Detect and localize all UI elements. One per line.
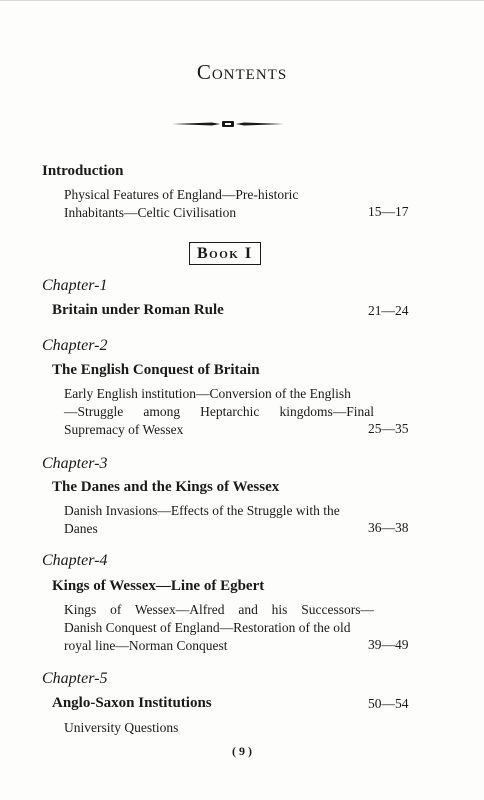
chapter-line: University Questions — [64, 720, 179, 735]
book-heading: Book I — [189, 242, 261, 265]
page-number: ( 9 ) — [232, 744, 252, 758]
chapter-label: Chapter-5 — [42, 670, 108, 687]
chapter-title: Anglo-Saxon Institutions — [52, 695, 212, 711]
chapter-line: —Struggle among Heptarchic kingdoms—Final — [64, 404, 374, 419]
chapter-line: Danes — [64, 521, 98, 536]
introduction-pages: 15—17 — [368, 204, 409, 219]
chapter-line: Supremacy of Wessex — [64, 422, 184, 437]
chapter-description — [64, 385, 374, 439]
introduction-line: Physical Features of England—Pre-historic — [64, 187, 299, 202]
chapter-pages: 39—49 — [368, 637, 409, 652]
chapter-title: The Danes and the Kings of Wessex — [52, 479, 280, 495]
chapter-label: Chapter-3 — [42, 455, 108, 472]
chapter-description — [64, 502, 374, 538]
chapter-line: Kings of Wessex—Alfred and his Successors— — [64, 602, 374, 617]
introduction-heading: Introduction — [42, 163, 124, 179]
chapter-title: Kings of Wessex—Line of Egbert — [52, 578, 265, 594]
chapter-line: Danish Conquest of England—Restoration of the old — [64, 620, 351, 635]
page-title: Contents — [196, 60, 288, 84]
chapter-title: The English Conquest of Britain — [52, 362, 260, 378]
ornament-divider-icon — [172, 118, 284, 130]
chapter-title: Britain under Roman Rule — [52, 302, 224, 318]
chapter-label: Chapter-1 — [42, 277, 108, 294]
chapter-line: Danish Invasions—Effects of the Struggle with the — [64, 503, 340, 518]
chapter-label: Chapter-2 — [42, 337, 108, 354]
chapter-line: royal line—Norman Conquest — [64, 638, 228, 653]
chapter-description — [64, 601, 374, 655]
chapter-pages: 50—54 — [368, 696, 409, 711]
chapter-description — [64, 719, 374, 737]
chapter-label: Chapter-4 — [42, 552, 108, 569]
introduction-description — [64, 186, 374, 222]
introduction-line: Inhabitants—Celtic Civilisation — [64, 205, 237, 220]
chapter-pages: 25—35 — [368, 421, 409, 436]
chapter-pages: 36—38 — [368, 520, 409, 535]
chapter-line: Early English institution—Conversion of the English — [64, 386, 351, 401]
chapter-pages: 21—24 — [368, 303, 409, 318]
top-edge-line — [0, 0, 484, 1]
